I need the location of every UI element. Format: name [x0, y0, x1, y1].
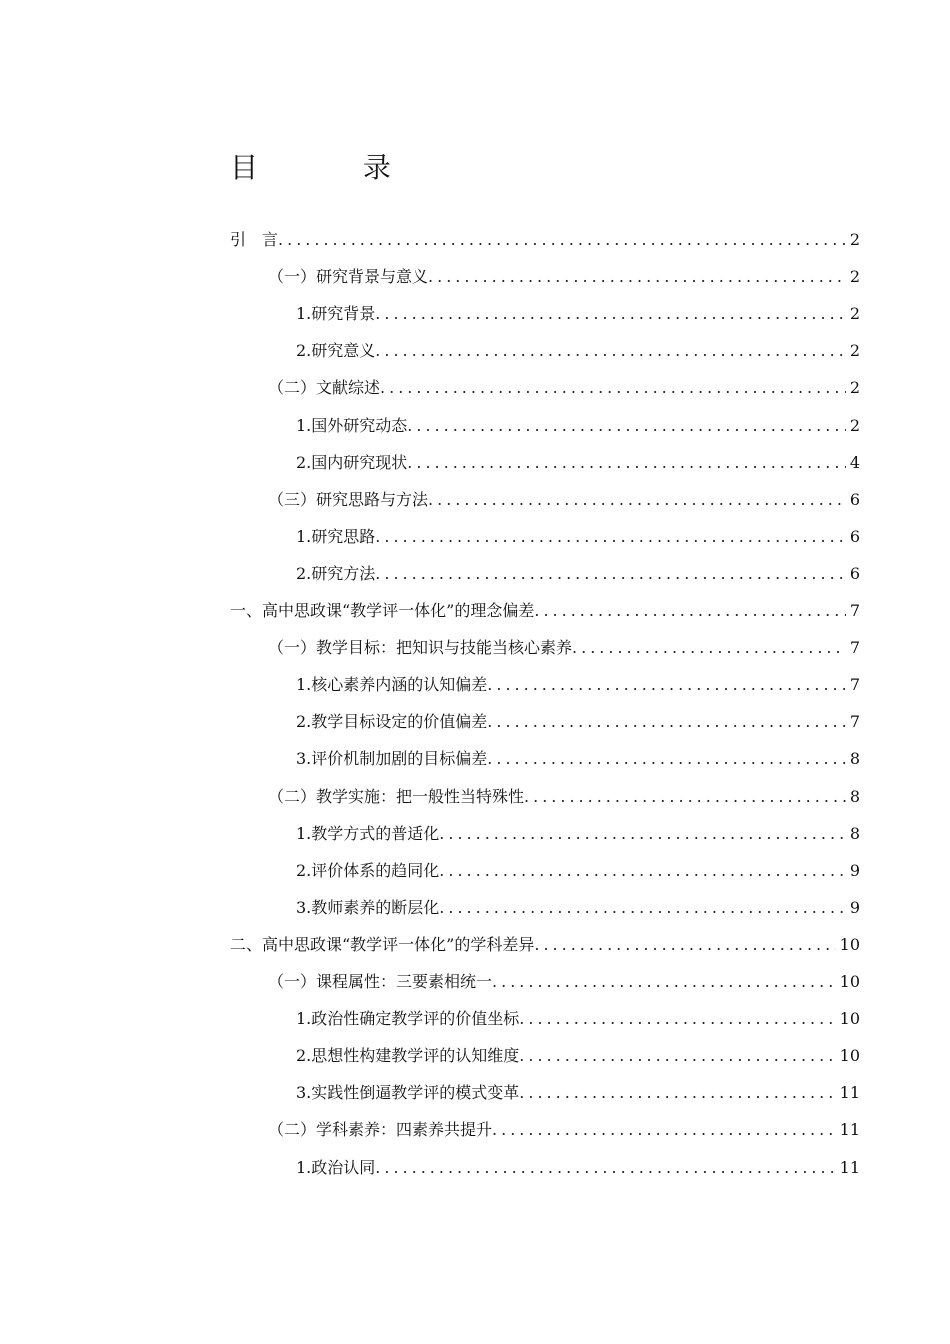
toc-entry[interactable] [230, 933, 860, 957]
toc-entry[interactable] [230, 599, 860, 623]
toc-page-number: 7 [849, 638, 860, 658]
toc-entry-label: 3.实践性倒逼教学评的模式变革 [296, 1083, 520, 1103]
toc-page-number: 9 [849, 897, 860, 917]
toc-dot-leader [492, 970, 836, 994]
toc-dot-leader [519, 1081, 835, 1105]
toc-dot-leader [487, 747, 846, 771]
toc-dot-leader [375, 339, 846, 363]
toc-entry-label: 2.国内研究现状 [296, 452, 408, 472]
toc-entry[interactable] [296, 562, 860, 586]
toc-entry[interactable] [296, 673, 860, 697]
toc-page-number: 2 [849, 415, 860, 435]
toc-dot-leader [278, 228, 846, 252]
toc-page-number: 6 [849, 563, 860, 583]
toc-entry[interactable] [296, 414, 860, 438]
toc-entry[interactable] [296, 302, 860, 326]
toc-dot-leader [439, 896, 846, 920]
toc-page-number: 7 [849, 712, 860, 732]
toc-page-number: 6 [849, 526, 860, 546]
toc-page-number: 10 [839, 934, 860, 954]
toc-entry-label: 2.教学目标设定的价值偏差 [296, 712, 488, 732]
toc-entry-label: 2.思想性构建教学评的认知维度 [296, 1046, 520, 1066]
toc-page-number: 8 [849, 749, 860, 769]
toc-entry-label: 2.评价体系的趋同化 [296, 860, 440, 880]
toc-dot-leader [407, 451, 846, 475]
toc-entry-label: 1.研究思路 [296, 526, 376, 546]
toc-entry[interactable] [296, 859, 860, 883]
toc-page-number: 2 [849, 378, 860, 398]
toc-entry[interactable] [268, 970, 860, 994]
toc-entry-label: 2.研究方法 [296, 563, 376, 583]
toc-entry[interactable] [268, 1118, 860, 1142]
toc-dot-leader [375, 525, 846, 549]
toc-entry-label: 二、高中思政课“教学评一体化”的学科差异 [230, 934, 535, 954]
toc-entry[interactable] [268, 376, 860, 400]
toc-dot-leader [487, 710, 846, 734]
toc-entry[interactable] [296, 339, 860, 363]
toc-dot-leader [572, 636, 846, 660]
toc-dot-leader [534, 933, 835, 957]
toc-page-number: 7 [849, 601, 860, 620]
toc-entry-label: 一、高中思政课“教学评一体化”的理念偏差 [230, 601, 535, 620]
toc-dot-leader [375, 302, 846, 326]
toc-page-number: 7 [849, 675, 860, 695]
toc-entry-label: （二）学科素养：四素养共提升 [268, 1120, 493, 1140]
toc-entry-label: 1.教学方式的普适化 [296, 823, 440, 843]
toc-entry-label: （一）课程属性：三要素相统一 [268, 972, 493, 991]
toc-dot-leader [428, 488, 846, 512]
toc-page-number: 10 [839, 1046, 860, 1066]
toc-entry[interactable] [296, 1081, 860, 1105]
toc-page-number: 9 [849, 860, 860, 880]
toc-page-number: 8 [849, 786, 860, 806]
toc-entry[interactable] [296, 1044, 860, 1068]
toc-dot-leader [519, 1044, 835, 1068]
toc-entry[interactable] [268, 265, 860, 289]
toc-dot-leader [534, 599, 845, 623]
toc-dot-leader [375, 1156, 835, 1180]
toc-page-number: 10 [839, 1009, 860, 1029]
toc-dot-leader [375, 562, 846, 586]
toc-entry-label: 3.评价机制加剧的目标偏差 [296, 749, 488, 769]
page-title: 目 录 [230, 151, 439, 184]
toc-page-number: 2 [849, 304, 860, 324]
toc-dot-leader [380, 376, 846, 400]
toc-page-number: 8 [849, 823, 860, 843]
toc-page-number: 4 [849, 452, 860, 472]
toc-dot-leader [487, 673, 846, 697]
toc-dot-leader [492, 1118, 836, 1142]
toc-entry-label: （一）教学目标：把知识与技能当核心素养 [268, 638, 573, 658]
toc-dot-leader [407, 414, 846, 438]
toc-entry[interactable] [296, 1007, 860, 1031]
toc-page-number: 6 [849, 489, 860, 509]
toc-entry[interactable] [296, 1156, 860, 1180]
toc-page-number: 2 [849, 267, 860, 287]
toc-entry-label: 1.研究背景 [296, 304, 376, 324]
toc-entry-label: （一）研究背景与意义 [268, 267, 429, 287]
toc-entry-label: 1.国外研究动态 [296, 415, 408, 435]
toc-entry-label: 引 言 [230, 230, 279, 249]
toc-entry[interactable] [296, 896, 860, 920]
toc-entry-label: （三）研究思路与方法 [268, 489, 429, 509]
toc-dot-leader [439, 859, 846, 883]
toc-entry-label: 1.核心素养内涵的认知偏差 [296, 675, 488, 695]
toc-entry-label: 1.政治性确定教学评的价值坐标 [296, 1009, 520, 1029]
toc-page-number: 11 [839, 1157, 860, 1177]
toc-entry[interactable] [296, 525, 860, 549]
toc-entry[interactable] [268, 785, 860, 809]
toc-entry[interactable] [268, 636, 860, 660]
toc-page-number: 2 [849, 341, 860, 361]
toc-dot-leader [439, 822, 846, 846]
toc-page-number: 11 [839, 1083, 860, 1103]
toc-page-number: 10 [839, 972, 860, 991]
toc-entry[interactable] [296, 822, 860, 846]
toc-entry-label: （二）教学实施：把一般性当特殊性 [268, 786, 525, 806]
toc-dot-leader [519, 1007, 835, 1031]
toc-page-number: 11 [839, 1120, 860, 1140]
toc-entry[interactable] [268, 488, 860, 512]
toc-entry[interactable] [230, 228, 860, 252]
toc-entry[interactable] [296, 747, 860, 771]
toc-entry-label: 3.教师素养的断层化 [296, 897, 440, 917]
toc-entry[interactable] [296, 710, 860, 734]
toc-dot-leader [428, 265, 846, 289]
toc-entry[interactable] [296, 451, 860, 475]
toc-entry-label: （二）文献综述 [268, 378, 381, 398]
toc-entry-label: 2.研究意义 [296, 341, 376, 361]
toc-entry-label: 1.政治认同 [296, 1157, 376, 1177]
toc-dot-leader [524, 785, 846, 809]
toc-page-number: 2 [849, 230, 860, 249]
